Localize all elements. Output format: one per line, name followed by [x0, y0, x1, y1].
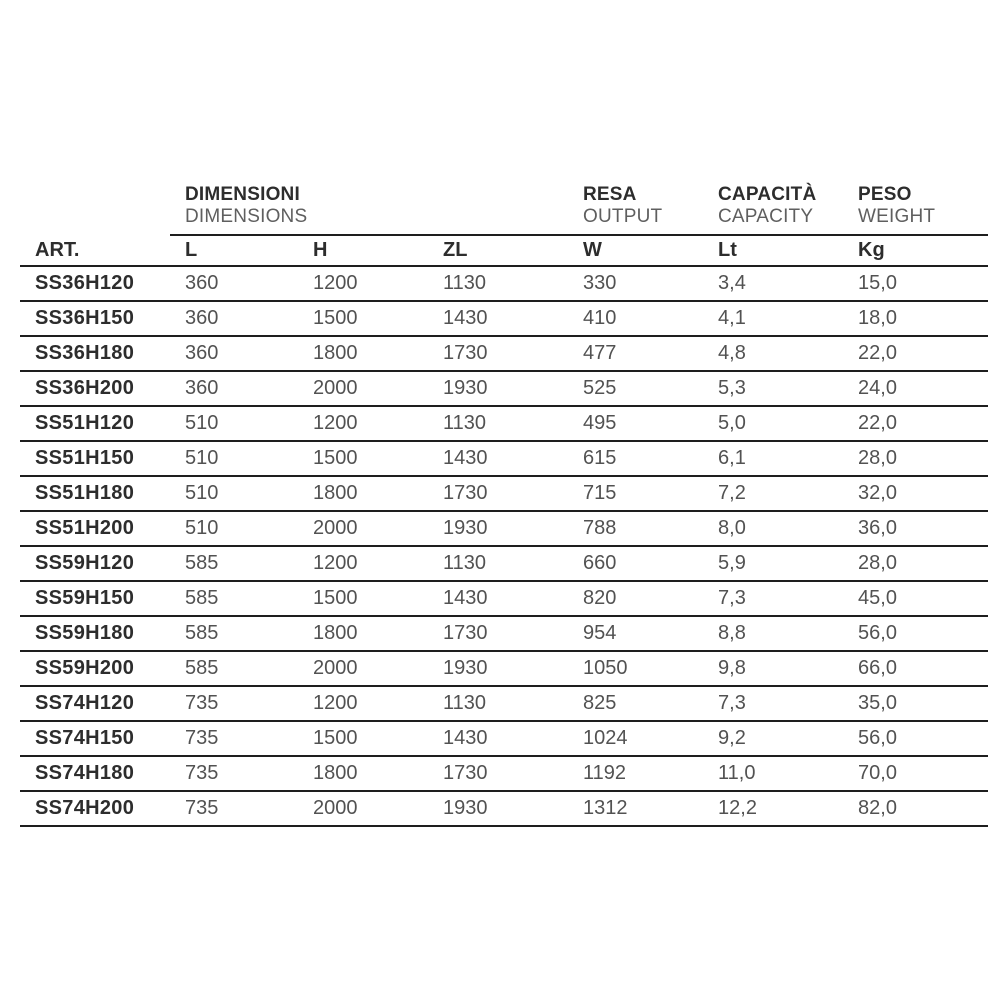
row-value-h: 1200 — [298, 546, 428, 581]
group-header-output — [568, 177, 703, 235]
row-art-code: SS59H180 — [20, 616, 170, 651]
row-art-code: SS36H180 — [20, 336, 170, 371]
row-value-l: 360 — [170, 336, 298, 371]
row-art-code: SS36H200 — [20, 371, 170, 406]
row-value-h: 2000 — [298, 651, 428, 686]
group-title-peso: PESO — [858, 184, 912, 206]
row-value-zl: 1430 — [428, 581, 568, 616]
row-value-kg: 28,0 — [843, 546, 988, 581]
row-value-l: 360 — [170, 301, 298, 336]
row-value-lt: 5,3 — [703, 371, 843, 406]
row-value-h: 1800 — [298, 336, 428, 371]
row-value-zl: 1930 — [428, 651, 568, 686]
row-value-kg: 35,0 — [843, 686, 988, 721]
row-value-kg: 22,0 — [843, 406, 988, 441]
row-art-code: SS74H180 — [20, 756, 170, 791]
row-value-zl: 1430 — [428, 721, 568, 756]
row-value-l: 360 — [170, 266, 298, 301]
row-art-code: SS51H180 — [20, 476, 170, 511]
row-value-w: 820 — [568, 581, 703, 616]
row-value-h: 2000 — [298, 791, 428, 826]
row-art-code: SS36H120 — [20, 266, 170, 301]
row-value-kg: 70,0 — [843, 756, 988, 791]
row-value-w: 615 — [568, 441, 703, 476]
row-value-kg: 18,0 — [843, 301, 988, 336]
table-row — [20, 791, 988, 826]
row-value-w: 788 — [568, 511, 703, 546]
row-value-w: 1050 — [568, 651, 703, 686]
row-value-lt: 9,2 — [703, 721, 843, 756]
table-row — [20, 756, 988, 791]
table-row — [20, 581, 988, 616]
row-value-zl: 1730 — [428, 616, 568, 651]
row-art-code: SS51H120 — [20, 406, 170, 441]
row-value-h: 1200 — [298, 686, 428, 721]
row-value-kg: 36,0 — [843, 511, 988, 546]
row-value-h: 1500 — [298, 721, 428, 756]
row-art-code: SS74H120 — [20, 686, 170, 721]
row-value-l: 585 — [170, 616, 298, 651]
row-value-h: 1800 — [298, 756, 428, 791]
row-value-l: 510 — [170, 441, 298, 476]
group-title-resa: RESA — [583, 184, 637, 206]
row-art-code: SS36H150 — [20, 301, 170, 336]
row-value-lt: 4,8 — [703, 336, 843, 371]
row-value-zl: 1730 — [428, 476, 568, 511]
row-value-w: 1192 — [568, 756, 703, 791]
row-value-lt: 7,2 — [703, 476, 843, 511]
row-value-kg: 28,0 — [843, 441, 988, 476]
table-row — [20, 441, 988, 476]
row-value-zl: 1130 — [428, 266, 568, 301]
row-value-w: 1024 — [568, 721, 703, 756]
table-body — [20, 266, 988, 826]
row-value-w: 525 — [568, 371, 703, 406]
row-value-h: 1500 — [298, 301, 428, 336]
row-value-zl: 1430 — [428, 441, 568, 476]
row-value-kg: 56,0 — [843, 616, 988, 651]
row-value-l: 510 — [170, 511, 298, 546]
row-value-lt: 5,0 — [703, 406, 843, 441]
row-value-lt: 7,3 — [703, 686, 843, 721]
row-art-code: SS51H200 — [20, 511, 170, 546]
row-value-lt: 4,1 — [703, 301, 843, 336]
row-value-lt: 8,8 — [703, 616, 843, 651]
row-value-w: 477 — [568, 336, 703, 371]
row-value-kg: 82,0 — [843, 791, 988, 826]
group-header-row — [20, 177, 988, 235]
column-header-art: ART. — [20, 235, 170, 266]
row-value-lt: 5,9 — [703, 546, 843, 581]
row-value-zl: 1730 — [428, 756, 568, 791]
table-row — [20, 371, 988, 406]
group-header-weight — [843, 177, 988, 235]
table-row — [20, 546, 988, 581]
row-art-code: SS51H150 — [20, 441, 170, 476]
spec-table — [20, 177, 988, 827]
row-value-lt: 11,0 — [703, 756, 843, 791]
row-value-h: 1200 — [298, 266, 428, 301]
column-header-kg: Kg — [843, 235, 988, 266]
row-art-code: SS59H120 — [20, 546, 170, 581]
group-header-spacer — [20, 177, 170, 235]
row-value-zl: 1730 — [428, 336, 568, 371]
row-value-l: 585 — [170, 651, 298, 686]
row-value-lt: 8,0 — [703, 511, 843, 546]
table-row — [20, 476, 988, 511]
group-subtitle-output: OUTPUT — [583, 205, 663, 227]
table-row — [20, 721, 988, 756]
row-value-l: 585 — [170, 546, 298, 581]
row-value-l: 510 — [170, 406, 298, 441]
row-value-zl: 1930 — [428, 791, 568, 826]
row-value-w: 410 — [568, 301, 703, 336]
row-art-code: SS59H150 — [20, 581, 170, 616]
group-subtitle-capacity: CAPACITY — [718, 205, 814, 227]
column-header-h: H — [298, 235, 428, 266]
row-value-w: 660 — [568, 546, 703, 581]
row-value-w: 715 — [568, 476, 703, 511]
row-value-kg: 66,0 — [843, 651, 988, 686]
row-value-w: 954 — [568, 616, 703, 651]
row-value-zl: 1130 — [428, 406, 568, 441]
column-header-l: L — [170, 235, 298, 266]
row-value-h: 2000 — [298, 511, 428, 546]
row-value-h: 1500 — [298, 441, 428, 476]
group-subtitle-dimensions: DIMENSIONS — [185, 205, 308, 227]
row-value-lt: 12,2 — [703, 791, 843, 826]
row-value-h: 1800 — [298, 616, 428, 651]
row-value-l: 735 — [170, 756, 298, 791]
row-value-w: 825 — [568, 686, 703, 721]
row-value-kg: 22,0 — [843, 336, 988, 371]
table-row — [20, 651, 988, 686]
column-header-zl: ZL — [428, 235, 568, 266]
row-value-l: 735 — [170, 686, 298, 721]
row-value-kg: 15,0 — [843, 266, 988, 301]
group-header-dimensions — [170, 177, 568, 235]
row-value-lt: 9,8 — [703, 651, 843, 686]
row-art-code: SS59H200 — [20, 651, 170, 686]
column-header-lt: Lt — [703, 235, 843, 266]
row-value-zl: 1430 — [428, 301, 568, 336]
row-art-code: SS74H200 — [20, 791, 170, 826]
row-value-h: 2000 — [298, 371, 428, 406]
row-value-h: 1800 — [298, 476, 428, 511]
row-value-zl: 1930 — [428, 371, 568, 406]
row-value-w: 1312 — [568, 791, 703, 826]
row-value-h: 1500 — [298, 581, 428, 616]
group-subtitle-weight: WEIGHT — [858, 205, 936, 227]
row-value-lt: 3,4 — [703, 266, 843, 301]
column-header-w: W — [568, 235, 703, 266]
row-value-l: 735 — [170, 721, 298, 756]
row-value-lt: 7,3 — [703, 581, 843, 616]
row-value-kg: 56,0 — [843, 721, 988, 756]
row-value-w: 330 — [568, 266, 703, 301]
row-value-h: 1200 — [298, 406, 428, 441]
row-value-zl: 1930 — [428, 511, 568, 546]
group-header-capacity — [703, 177, 843, 235]
table-row — [20, 266, 988, 301]
group-title-capacita: CAPACITÀ — [718, 184, 817, 206]
row-value-zl: 1130 — [428, 546, 568, 581]
row-value-kg: 45,0 — [843, 581, 988, 616]
row-value-lt: 6,1 — [703, 441, 843, 476]
row-value-zl: 1130 — [428, 686, 568, 721]
column-header-row — [20, 235, 988, 266]
row-value-l: 510 — [170, 476, 298, 511]
table-row — [20, 336, 988, 371]
row-value-l: 735 — [170, 791, 298, 826]
row-value-l: 585 — [170, 581, 298, 616]
table-row — [20, 406, 988, 441]
table-row — [20, 511, 988, 546]
row-value-w: 495 — [568, 406, 703, 441]
table-row — [20, 686, 988, 721]
row-value-kg: 32,0 — [843, 476, 988, 511]
row-value-l: 360 — [170, 371, 298, 406]
row-value-kg: 24,0 — [843, 371, 988, 406]
row-art-code: SS74H150 — [20, 721, 170, 756]
table-row — [20, 301, 988, 336]
table-row — [20, 616, 988, 651]
group-title-dimensioni: DIMENSIONI — [185, 184, 300, 206]
